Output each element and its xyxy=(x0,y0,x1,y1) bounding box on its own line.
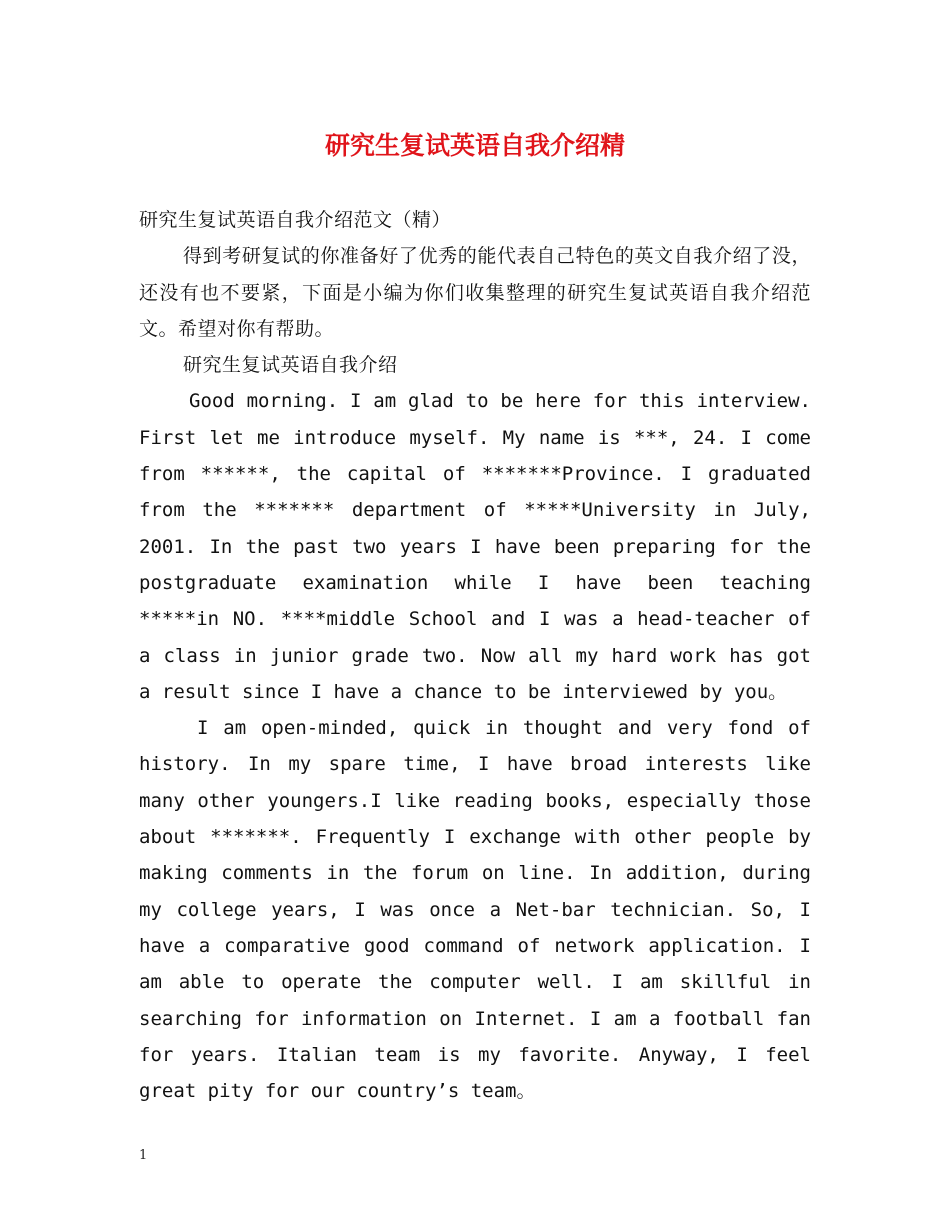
document-subtitle: 研究生复试英语自我介绍范文（精） xyxy=(139,209,452,231)
body-paragraph: Good morning. I am glad to be here for this interview. First let me introduce myself. My name is ***, 24. I come from ******, the capital of *******Province. I graduated from the ******* department of *****University in July, 2001. In the past two years I have been preparing for the postgraduate examination while I have been teaching *****in NO. ****middle School and I was a head-teacher of a class in junior grade two. Now all my hard work has got a result since I have a chance to be interviewed by you。 xyxy=(139,390,811,703)
section-heading: 研究生复试英语自我介绍 xyxy=(183,354,398,377)
intro-paragraph: 得到考研复试的你准备好了优秀的能代表自己特色的英文自我介绍了没，还没有也不要紧，下面是小编为你们收集整理的研究生复试英语自我介绍范文。希望对你有帮助。 xyxy=(139,245,811,340)
body-paragraph: I am open-minded, quick in thought and very fond of history. In my spare time, I have broad interests like many other youngers.I like reading books, especially those about *******. Frequently I exchange with other people by making comments in the forum on line. In addition, during my college years, I was once a Net-bar technician. So, I have a comparative good command of network application. I am able to operate the computer well. I am skillful in searching for information on Internet. I am a football fan for years. Italian team is my favorite. Anyway, I feel great pity for our country’s team。 xyxy=(139,717,811,1103)
page-number: 1 xyxy=(139,1148,148,1163)
document-body xyxy=(139,202,811,1109)
document-title: 研究生复试英语自我介绍精 xyxy=(324,131,625,160)
